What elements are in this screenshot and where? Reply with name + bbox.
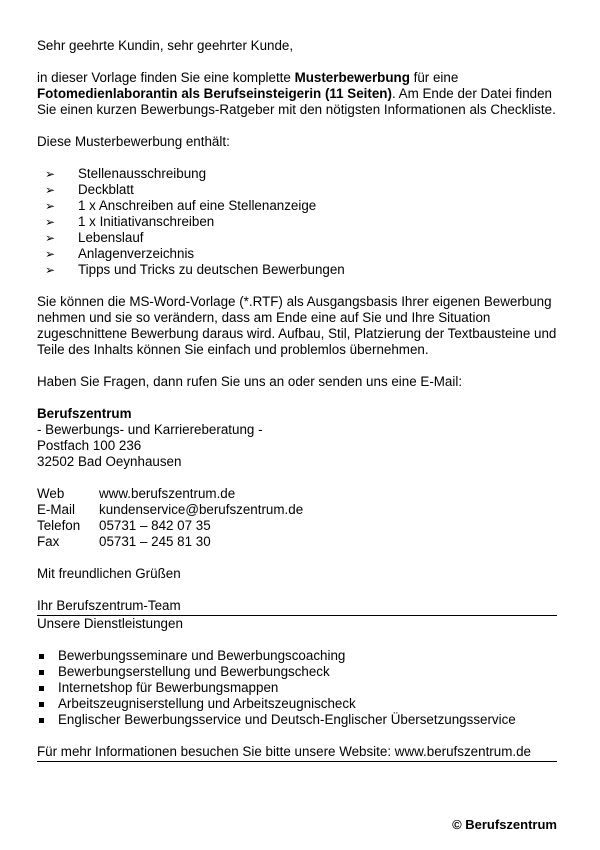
arrow-bullet-icon: ➢: [45, 167, 56, 181]
arrow-bullet-icon: ➢: [45, 215, 56, 229]
list-item: [45, 246, 557, 262]
intro-bold-1: Musterbewerbung: [294, 70, 410, 85]
list-item: [37, 712, 557, 728]
arrow-bullet-icon: ➢: [45, 247, 56, 261]
list-item: [37, 696, 557, 712]
contact-fax-value: 05731 – 245 81 30: [99, 534, 211, 549]
usage-paragraph: Sie können die MS-Word-Vorlage (*.RTF) als Ausgangsbasis Ihrer eigenen Bewerbung nehmen und sie so verändern, dass am Ende eine auf Sie und Ihre Situation zugeschnittene Bewerbung daraus wird. Aufbau, Stil, Platzierung der Textbausteine und Teile des Inhalts können Sie einfach und problemlos übernehmen.: [37, 294, 557, 357]
service-label: Bewerbungsseminare und Bewerbungscoaching: [58, 648, 346, 663]
list-item: [45, 182, 557, 198]
contact-row-email: [37, 502, 303, 518]
contact-web-link[interactable]: www.berufszentrum.de: [99, 486, 236, 501]
company-city: 32502 Bad Oeynhausen: [37, 454, 182, 469]
service-label: Englischer Bewerbungsservice und Deutsch-Englischer Übersetzungsservice: [58, 712, 516, 727]
contact-row-phone: [37, 518, 303, 534]
list-item-label: Deckblatt: [78, 182, 134, 197]
list-item: [37, 680, 557, 696]
service-label: Internetshop für Bewerbungsmappen: [58, 680, 279, 695]
list-item-label: Stellenausschreibung: [78, 166, 207, 181]
services-footer-note: Für mehr Informationen besuchen Sie bitte unsere Website: www.berufszentrum.de: [37, 744, 557, 762]
arrow-bullet-icon: ➢: [45, 263, 56, 277]
contact-label: Telefon: [37, 518, 81, 533]
signature: Ihr Berufszentrum-Team: [37, 598, 557, 616]
arrow-bullet-icon: ➢: [45, 231, 56, 245]
service-label: Bewerbungserstellung und Bewerbungscheck: [58, 664, 330, 679]
list-item: [45, 166, 557, 182]
contact-table: [37, 486, 303, 550]
company-name-text: Berufszentrum: [37, 406, 132, 421]
intro-text-2: für eine: [409, 70, 459, 85]
list-item: [45, 262, 557, 278]
list-item-label: Lebenslauf: [78, 230, 144, 245]
contact-label: Web: [37, 486, 65, 501]
list-item-label: Tipps und Tricks zu deutschen Bewerbungen: [78, 262, 345, 277]
closing: Mit freundlichen Grüßen: [37, 566, 181, 581]
arrow-bullet-icon: ➢: [45, 183, 56, 197]
arrow-bullet-icon: ➢: [45, 199, 56, 213]
list-item-label: 1 x Initiativanschreiben: [78, 214, 215, 229]
contact-label: E-Mail: [37, 502, 75, 517]
square-bullet-icon: [39, 686, 44, 691]
contact-label: Fax: [37, 534, 60, 549]
services-heading: Unsere Dienstleistungen: [37, 616, 183, 631]
services-list: [37, 648, 557, 728]
contains-heading: Diese Musterbewerbung enthält:: [37, 134, 230, 149]
list-item: [45, 230, 557, 246]
square-bullet-icon: [39, 670, 44, 675]
square-bullet-icon: [39, 718, 44, 723]
list-item-label: 1 x Anschreiben auf eine Stellenanzeige: [78, 198, 317, 213]
copyright-notice: © Berufszentrum: [452, 817, 557, 832]
contact-row-web: [37, 486, 303, 502]
contents-list: [37, 166, 557, 278]
list-item: [45, 214, 557, 230]
contact-row-fax: [37, 534, 303, 550]
list-item: [37, 664, 557, 680]
greeting: Sehr geehrte Kundin, sehr geehrter Kunde,: [37, 38, 294, 53]
intro-text-1: in dieser Vorlage finden Sie eine komplette: [37, 70, 295, 85]
service-label: Arbeitszeugniserstellung und Arbeitszeugnischeck: [58, 696, 356, 711]
company-tagline: - Bewerbungs- und Karriereberatung -: [37, 422, 263, 437]
square-bullet-icon: [39, 654, 44, 659]
questions-line: Haben Sie Fragen, dann rufen Sie uns an oder senden uns eine E-Mail:: [37, 374, 463, 389]
intro-paragraph: [37, 70, 557, 118]
contact-email-link[interactable]: kundenservice@berufszentrum.de: [99, 502, 304, 517]
list-item: [45, 198, 557, 214]
intro-text-3: . Am Ende der Datei finden Sie einen kurzen Bewerbungs-Ratgeber mit den nötigsten Informationen als Checkliste.: [37, 86, 556, 117]
square-bullet-icon: [39, 702, 44, 707]
list-item: [37, 648, 557, 664]
list-item-label: Anlagenverzeichnis: [78, 246, 195, 261]
company-street: Postfach 100 236: [37, 438, 142, 453]
letter-body: [37, 38, 557, 762]
intro-bold-2: Fotomedienlaborantin als Berufseinsteigerin (11 Seiten): [37, 86, 392, 101]
contact-phone-value: 05731 – 842 07 35: [99, 518, 211, 533]
company-name: [37, 406, 557, 422]
